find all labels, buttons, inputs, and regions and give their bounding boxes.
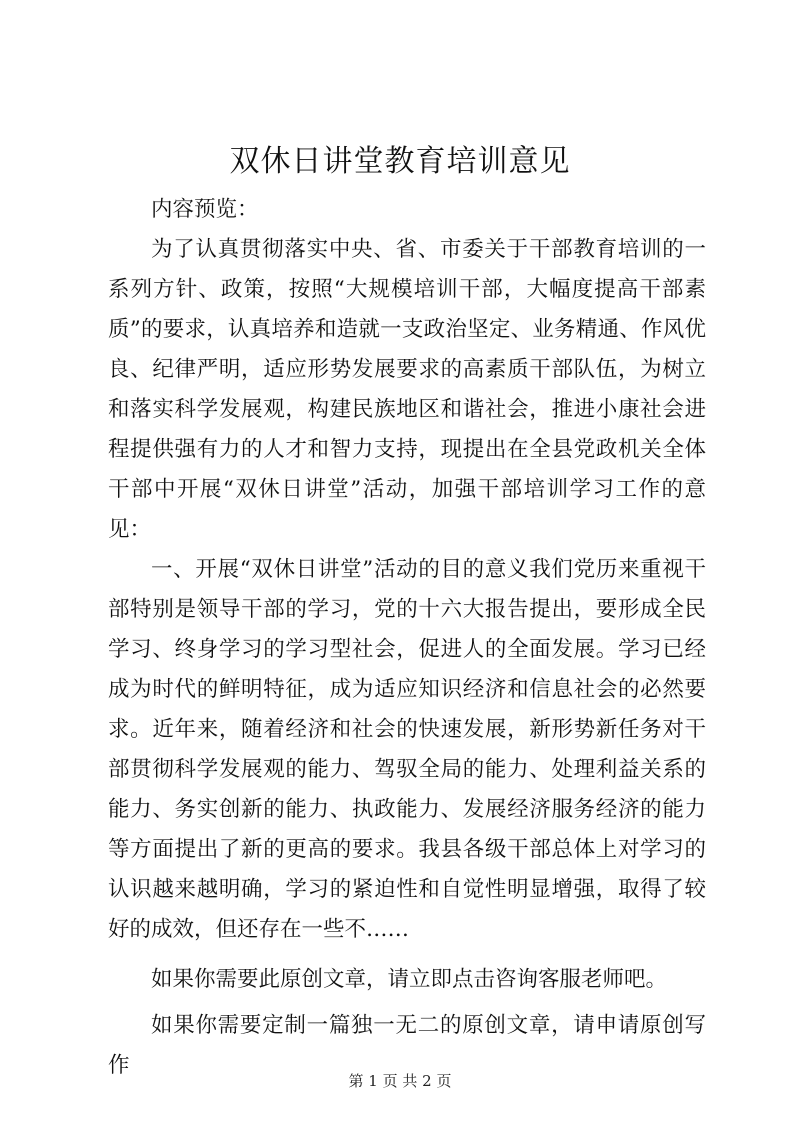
paragraph-intro: 为了认真贯彻落实中央、省、市委关于干部教育培训的一系列方针、政策，按照“大规模培训干部，大幅度提高干部素质”的要求，认真培养和造就一支政治坚定、业务精通、作风优良、纪律严明，适应形势发展要求的高素质干部队伍，为树立和落实科学发展观，构建民族地区和谐社会，推进小康社会进程提供强有力的人才和智力支持，现提出在全县党政机关全体干部中开展“双休日讲堂”活动，加强干部培训学习工作的意见： xyxy=(108,237,706,542)
page-indicator: 第 1 页 共 2 页 xyxy=(348,1072,452,1090)
paragraph-section-one: 一、开展“双休日讲堂”活动的目的意义我们党历来重视干部特别是领导干部的学习，党的十六大报告提出，要形成全民学习、终身学习的学习型社会，促进人的全面发展。学习已经成为时代的鲜明特征，成为适应知识经济和信息社会的必然要求。近年来，随着经济和社会的快速发展，新形势新任务对干部贯彻科学发展观的能力、驾驭全局的能力、处理利益关系的能力、务实创新的能力、执政能力、发展经济服务经济的能力等方面提出了新的更高的要求。我县各级干部总体上对学习的认识越来越明确，学习的紧迫性和自觉性明显增强，取得了较好的成效，但还存在一些不…… xyxy=(108,557,706,942)
consult-service-link[interactable]: 如果你需要此原创文章，请立即点击咨询客服老师吧。 xyxy=(151,967,668,992)
preview-label: 内容预览： xyxy=(151,197,259,222)
document-title: 双休日讲堂教育培训意见 xyxy=(229,144,571,179)
document-body xyxy=(108,190,706,1086)
custom-writing-link[interactable]: 如果你需要定制一篇独一无二的原创文章，请申请原创写作 xyxy=(108,1013,706,1078)
